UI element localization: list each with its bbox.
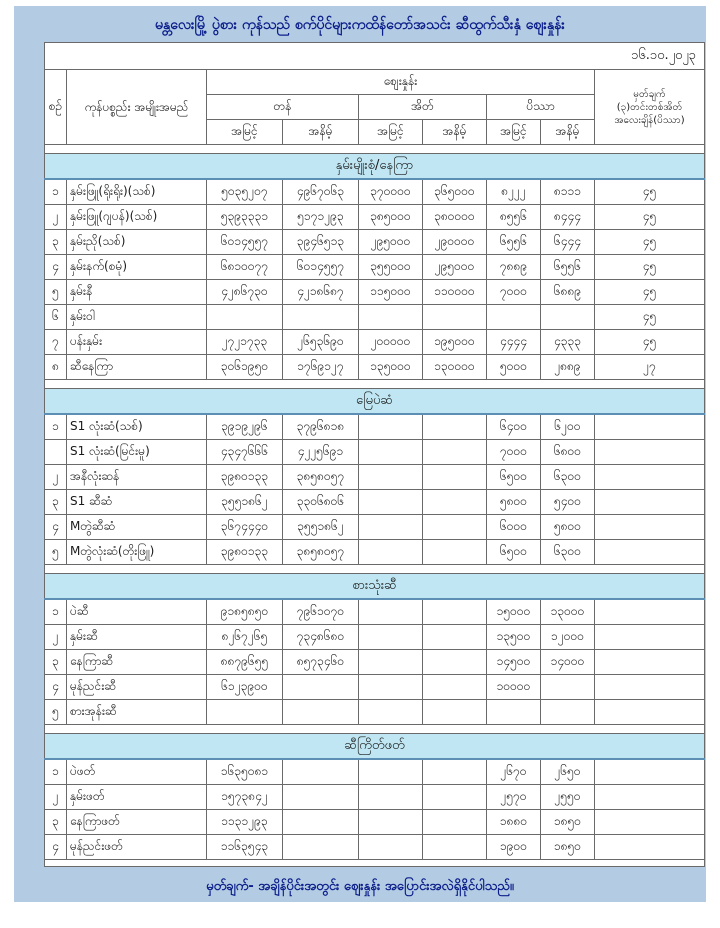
- tin-low-cell: ၁၃၀၀၀၀: [423, 355, 487, 380]
- ton-low-cell: ၁၇၆၉၁၂၇: [283, 355, 359, 380]
- remark-cell: [595, 700, 705, 725]
- remark-cell: [595, 540, 705, 565]
- col-item-header: ကုန်ပစ္စည်း အမျိုးအမည်: [67, 70, 207, 145]
- ton-low-cell: [283, 785, 359, 810]
- section-header: [45, 734, 705, 760]
- viss-high-cell: [487, 305, 541, 330]
- viss-high-cell: ၂၅၇၀: [487, 785, 541, 810]
- viss-low-cell: ၁၂၀၀၀: [541, 625, 595, 650]
- ton-high-header: အမြင့်: [207, 120, 283, 145]
- ton-high-cell: ၈၂၆၇၂၆၅: [207, 625, 283, 650]
- item-name: နှမ်းဖြူ(ဂျပန်)(သစ်): [67, 205, 207, 230]
- ton-low-cell: [283, 810, 359, 835]
- row-number: ၅: [45, 700, 67, 725]
- viss-high-cell: ၈၅၅၆: [487, 205, 541, 230]
- table-row: [45, 440, 705, 465]
- viss-high-cell: ၇၀၀၀: [487, 440, 541, 465]
- viss-low-cell: ၁၄၀၀၀: [541, 650, 595, 675]
- tin-low-cell: [423, 759, 487, 785]
- row-number: ၂: [45, 205, 67, 230]
- ton-high-cell: [207, 305, 283, 330]
- table-row: [45, 625, 705, 650]
- ton-low-cell: ၃၈၅၈၀၅၇: [283, 540, 359, 565]
- item-name: Mတွဲလုံးဆံ(တိုးဖြူ): [67, 540, 207, 565]
- ton-high-cell: ၃၉၈၀၁၃၃: [207, 465, 283, 490]
- ton-high-cell: ၆၀၁၄၅၅၇: [207, 230, 283, 255]
- section-header: [45, 574, 705, 600]
- ton-low-cell: ၇၉၆၁၀၇၀: [283, 599, 359, 625]
- tin-low-cell: ၃၈၀၀၀၀: [423, 205, 487, 230]
- section-header: [45, 389, 705, 415]
- table-row: [45, 305, 705, 330]
- tin-low-cell: ၃၆၅၀၀၀: [423, 179, 487, 205]
- viss-high-cell: ၁၅၀၀၀: [487, 599, 541, 625]
- table-row: [45, 465, 705, 490]
- viss-high-cell: ၄၄၄၄: [487, 330, 541, 355]
- table-row: [45, 179, 705, 205]
- ton-low-cell: [283, 759, 359, 785]
- table-row: [45, 835, 705, 860]
- ton-low-cell: ၆၀၁၄၅၅၇: [283, 255, 359, 280]
- viss-low-cell: ၆၄၄၄: [541, 230, 595, 255]
- table-row: [45, 230, 705, 255]
- viss-low-cell: ၂၆၅၀: [541, 759, 595, 785]
- table-row: [45, 515, 705, 540]
- item-name: နှမ်းဖြူ(ရိုးရိုး)(သစ်): [67, 179, 207, 205]
- viss-high-cell: ၅၀၀၀: [487, 355, 541, 380]
- viss-low-cell: ၆၅၅၆: [541, 255, 595, 280]
- ton-low-cell: ၄၂၂၅၆၉၁: [283, 440, 359, 465]
- viss-high-cell: ၁၃၅၀၀: [487, 625, 541, 650]
- remark-line-3: အလေးချိန်(ပိဿာ): [614, 114, 685, 126]
- item-name: ဆီနေကြာ: [67, 355, 207, 380]
- tin-low-cell: [423, 515, 487, 540]
- viss-high-cell: ၆၅၅၆: [487, 230, 541, 255]
- viss-high-cell: ၆၅၀၀: [487, 465, 541, 490]
- tin-high-cell: [359, 785, 423, 810]
- viss-high-cell: ၈၂၂၂: [487, 179, 541, 205]
- table-row: [45, 810, 705, 835]
- remark-cell: ၄၅: [595, 255, 705, 280]
- remark-cell: [595, 835, 705, 860]
- remark-cell: [595, 650, 705, 675]
- tin-high-cell: [359, 810, 423, 835]
- remark-cell: [595, 599, 705, 625]
- ton-high-cell: ၉၁၈၅၈၅၀: [207, 599, 283, 625]
- item-name: နှမ်းညို(သစ်): [67, 230, 207, 255]
- row-number: ၃: [45, 230, 67, 255]
- item-name: နှမ်းဖတ်: [67, 785, 207, 810]
- ton-high-cell: ၅၃၉၃၃၃၁: [207, 205, 283, 230]
- col-ton-header: တန်: [207, 95, 359, 120]
- ton-low-cell: ၃၃၀၆၈၀၆: [283, 490, 359, 515]
- viss-high-cell: ၆၄၀၀: [487, 414, 541, 440]
- row-number: ၅: [45, 280, 67, 305]
- remark-cell: [595, 810, 705, 835]
- item-name: မုန်ညင်းဆီ: [67, 675, 207, 700]
- section-title: စားသုံးဆီ: [45, 574, 705, 600]
- tin-low-cell: [423, 599, 487, 625]
- viss-high-cell: ၁၀၀၀၀: [487, 675, 541, 700]
- row-number: ၈: [45, 355, 67, 380]
- remark-cell: [595, 675, 705, 700]
- viss-low-header: အနိမ့်: [541, 120, 595, 145]
- viss-high-header: အမြင့်: [487, 120, 541, 145]
- ton-low-cell: ၃၇၉၆၈၁၈: [283, 414, 359, 440]
- ton-high-cell: ၃၆၇၄၄၄၀: [207, 515, 283, 540]
- tin-low-cell: [423, 650, 487, 675]
- viss-low-cell: [541, 305, 595, 330]
- ton-high-cell: ၃၀၆၁၉၅၀: [207, 355, 283, 380]
- remark-cell: [595, 414, 705, 440]
- item-name: အနီလုံးဆန်: [67, 465, 207, 490]
- ton-high-cell: ၁၆၃၅၀၈၁: [207, 759, 283, 785]
- row-number: ၂: [45, 785, 67, 810]
- item-name: Mတွဲဆီဆံ: [67, 515, 207, 540]
- ton-low-cell: ၃၉၄၆၅၁၃: [283, 230, 359, 255]
- item-name: နှမ်းဆီ: [67, 625, 207, 650]
- item-name: နေကြာဖတ်: [67, 810, 207, 835]
- row-number: ၁: [45, 414, 67, 440]
- ton-low-cell: [283, 305, 359, 330]
- tin-high-cell: [359, 835, 423, 860]
- row-number: ၄: [45, 675, 67, 700]
- tin-high-cell: ၂၀၀၀၀၀: [359, 330, 423, 355]
- viss-low-cell: [541, 675, 595, 700]
- remark-cell: ၄၅: [595, 205, 705, 230]
- ton-low-cell: [283, 675, 359, 700]
- table-row: [45, 205, 705, 230]
- remark-cell: ၄၅: [595, 330, 705, 355]
- tin-low-cell: ၂၉၅၀၀၀: [423, 255, 487, 280]
- viss-high-cell: ၁၉၀၀: [487, 835, 541, 860]
- viss-high-cell: ၇၀၀၀: [487, 280, 541, 305]
- tin-high-cell: [359, 465, 423, 490]
- viss-low-cell: ၅၈၀၀: [541, 515, 595, 540]
- page-title: မန္တလေးမြို့ ပွဲစား ကုန်သည် စက်ပိုင်များကထိန်တော်အသင်း ဆီထွက်သီးနှံ စျေးနှုန်း: [155, 17, 565, 33]
- viss-low-cell: ၈၄၄၄: [541, 205, 595, 230]
- table-row: [45, 414, 705, 440]
- ton-high-cell: ၃၅၅၁၈၆၂: [207, 490, 283, 515]
- item-name: နေကြာဆီ: [67, 650, 207, 675]
- item-name: ပဲဆီ: [67, 599, 207, 625]
- table-row: [45, 540, 705, 565]
- row-number: ၃: [45, 490, 67, 515]
- section-spacer: [45, 145, 705, 154]
- ton-low-cell: [283, 835, 359, 860]
- row-number: ၇: [45, 330, 67, 355]
- tin-high-cell: [359, 599, 423, 625]
- row-number: ၁: [45, 759, 67, 785]
- viss-low-cell: ၁၃၀၀၀: [541, 599, 595, 625]
- remark-cell: [595, 440, 705, 465]
- row-number: [45, 440, 67, 465]
- footer-note: မှတ်ချက်- အချိန်ပိုင်းအတွင်း စျေးနှုန်း အပြောင်းအလဲရှိနိုင်ပါသည်။: [206, 879, 514, 894]
- remark-cell: ၂၇: [595, 355, 705, 380]
- tin-high-cell: ၃၇၀၀၀၀: [359, 179, 423, 205]
- ton-low-cell: ၈၅၇၃၄၆၀: [283, 650, 359, 675]
- page-frame: [14, 6, 706, 902]
- tin-high-cell: [359, 540, 423, 565]
- table-row: [45, 650, 705, 675]
- tin-low-cell: [423, 440, 487, 465]
- row-number: ၁: [45, 599, 67, 625]
- col-tin-header: အိတ်: [359, 95, 487, 120]
- viss-high-cell: ၂၆၇၀: [487, 759, 541, 785]
- section-title: မြေပဲဆံ: [45, 389, 705, 415]
- viss-low-cell: ၁၈၅၀: [541, 810, 595, 835]
- table-row: [45, 490, 705, 515]
- col-price-header: စျေးနှုန်း: [207, 70, 595, 95]
- viss-high-cell: ၅၈၀၀: [487, 490, 541, 515]
- viss-low-cell: ၂၈၈၉: [541, 355, 595, 380]
- item-name: မုန်ညင်းဖတ်: [67, 835, 207, 860]
- viss-high-cell: ၁၈၈၀: [487, 810, 541, 835]
- item-name: နှမ်းနက်(စမုံ): [67, 255, 207, 280]
- ton-high-cell: ၅၀၃၅၂၀၇: [207, 179, 283, 205]
- tin-low-cell: [423, 540, 487, 565]
- row-number: ၃: [45, 810, 67, 835]
- ton-high-cell: ၃၉၁၉၂၉၆: [207, 414, 283, 440]
- ton-high-cell: ၄၃၄၇၆၆၆: [207, 440, 283, 465]
- remark-cell: [595, 515, 705, 540]
- tin-low-cell: [423, 625, 487, 650]
- ton-high-cell: ၁၅၇၃၈၄၂: [207, 785, 283, 810]
- ton-high-cell: ၂၇၂၁၇၃၃: [207, 330, 283, 355]
- tin-low-cell: [423, 835, 487, 860]
- item-name: ပန်းနှမ်း: [67, 330, 207, 355]
- ton-low-cell: [283, 700, 359, 725]
- section-header: [45, 154, 705, 180]
- item-name: စားအုန်းဆီ: [67, 700, 207, 725]
- ton-high-cell: [207, 700, 283, 725]
- ton-high-cell: ၈၈၇၉၆၅၅: [207, 650, 283, 675]
- tin-high-cell: [359, 625, 423, 650]
- remark-cell: ၄၅: [595, 280, 705, 305]
- viss-low-cell: ၂၅၅၀: [541, 785, 595, 810]
- item-name: S1 ဆီဆံ: [67, 490, 207, 515]
- tin-low-cell: ၁၉၅၀၀၀: [423, 330, 487, 355]
- table-row: [45, 759, 705, 785]
- row-number: ၁: [45, 179, 67, 205]
- row-number: ၅: [45, 540, 67, 565]
- tin-high-cell: [359, 650, 423, 675]
- ton-low-cell: ၄၉၆၇၀၆၃: [283, 179, 359, 205]
- table-row: [45, 280, 705, 305]
- ton-low-cell: ၂၆၅၃၆၉၀: [283, 330, 359, 355]
- viss-high-cell: ၆၀၀၀: [487, 515, 541, 540]
- table-row: [45, 675, 705, 700]
- tin-low-cell: [423, 675, 487, 700]
- tin-high-cell: [359, 515, 423, 540]
- tin-high-cell: [359, 440, 423, 465]
- ton-high-cell: ၄၂၈၆၇၃၀: [207, 280, 283, 305]
- tin-high-cell: ၂၉၅၀၀၀: [359, 230, 423, 255]
- table-row: [45, 785, 705, 810]
- viss-low-cell: ၅၄၀၀: [541, 490, 595, 515]
- ton-low-cell: ၄၂၁၈၆၈၇: [283, 280, 359, 305]
- tin-high-cell: [359, 759, 423, 785]
- table-end-spacer: [45, 860, 705, 867]
- table-row: [45, 355, 705, 380]
- ton-low-cell: ၇၃၄၈၆၈၀: [283, 625, 359, 650]
- row-number: ၂: [45, 465, 67, 490]
- section-spacer: [45, 725, 705, 734]
- ton-high-cell: ၃၉၈၀၁၃၃: [207, 540, 283, 565]
- remark-line-1: မှတ်ချက်: [633, 88, 666, 100]
- tin-high-cell: [359, 700, 423, 725]
- viss-high-cell: ၁၄၅၀၀: [487, 650, 541, 675]
- remark-cell: [595, 759, 705, 785]
- tin-high-cell: ၃၈၅၀၀၀: [359, 205, 423, 230]
- item-name: နှမ်းဝါ: [67, 305, 207, 330]
- tin-high-cell: ၁၁၅၀၀၀: [359, 280, 423, 305]
- table-row: [45, 700, 705, 725]
- ton-low-cell: ၃၅၅၁၈၆၂: [283, 515, 359, 540]
- tin-low-cell: [423, 700, 487, 725]
- row-number: ၂: [45, 625, 67, 650]
- ton-high-cell: ၆၁၂၃၉၀၀: [207, 675, 283, 700]
- viss-high-cell: ၆၅၀၀: [487, 540, 541, 565]
- ton-high-cell: ၁၁၃၁၂၉၃: [207, 810, 283, 835]
- tin-low-cell: [423, 490, 487, 515]
- col-no-header: စဉ်: [45, 70, 67, 145]
- row-number: ၆: [45, 305, 67, 330]
- ton-high-cell: ၆၈၁၀၀၇၇: [207, 255, 283, 280]
- ton-low-header: အနိမ့်: [283, 120, 359, 145]
- tin-low-cell: ၂၉၀၀၀၀: [423, 230, 487, 255]
- viss-high-cell: [487, 700, 541, 725]
- table-row: [45, 255, 705, 280]
- report-date: ၁၆.၁၀.၂၀၂၃: [45, 43, 705, 70]
- viss-high-cell: ၇၈၈၉: [487, 255, 541, 280]
- tin-low-cell: ၁၁၀၀၀၀: [423, 280, 487, 305]
- viss-low-cell: ၄၃၃၃: [541, 330, 595, 355]
- tin-high-cell: [359, 305, 423, 330]
- item-name: ပဲဖတ်: [67, 759, 207, 785]
- col-viss-header: ပိဿာ: [487, 95, 595, 120]
- tin-low-cell: [423, 414, 487, 440]
- tin-high-cell: ၁၃၅၀၀၀: [359, 355, 423, 380]
- remark-cell: [595, 625, 705, 650]
- viss-low-cell: ၆၈၈၉: [541, 280, 595, 305]
- ton-high-cell: ၁၁၆၃၅၄၃: [207, 835, 283, 860]
- tin-low-cell: [423, 465, 487, 490]
- tin-low-header: အနိမ့်: [423, 120, 487, 145]
- tin-low-cell: [423, 785, 487, 810]
- row-number: ၃: [45, 650, 67, 675]
- tin-high-cell: [359, 414, 423, 440]
- tin-high-cell: [359, 490, 423, 515]
- section-title: ဆီကြိတ်ဖတ်: [45, 734, 705, 760]
- ton-low-cell: ၃၈၅၈၀၅၇: [283, 465, 359, 490]
- tin-low-cell: [423, 810, 487, 835]
- remark-line-2: (၃)တင်းတစ်အိတ်: [616, 101, 683, 113]
- table-row: [45, 599, 705, 625]
- section-title: နှမ်းမျိုးစုံ/နေကြာ: [45, 154, 705, 180]
- remark-cell: ၄၅: [595, 179, 705, 205]
- tin-high-cell: ၃၅၅၀၀၀: [359, 255, 423, 280]
- row-number: ၄: [45, 255, 67, 280]
- table-row: [45, 330, 705, 355]
- remark-cell: [595, 490, 705, 515]
- viss-low-cell: ၆၂၀၀: [541, 414, 595, 440]
- remark-cell: ၄၅: [595, 305, 705, 330]
- ton-low-cell: ၅၁၇၁၂၉၃: [283, 205, 359, 230]
- section-spacer: [45, 380, 705, 389]
- remark-cell: ၄၅: [595, 230, 705, 255]
- viss-low-cell: ၈၁၁၁: [541, 179, 595, 205]
- viss-low-cell: ၁၈၅၀: [541, 835, 595, 860]
- price-table: [44, 42, 705, 867]
- item-name: နှမ်းနီ: [67, 280, 207, 305]
- viss-low-cell: ၆၃၀၀: [541, 540, 595, 565]
- table-body: [45, 145, 705, 867]
- tin-high-cell: [359, 675, 423, 700]
- viss-low-cell: ၆၃၀၀: [541, 465, 595, 490]
- col-remark-header: [595, 70, 705, 145]
- viss-low-cell: [541, 700, 595, 725]
- tin-low-cell: [423, 305, 487, 330]
- viss-low-cell: ၆၈၀၀: [541, 440, 595, 465]
- remark-cell: [595, 465, 705, 490]
- section-spacer: [45, 565, 705, 574]
- remark-cell: [595, 785, 705, 810]
- row-number: ၄: [45, 835, 67, 860]
- row-number: ၄: [45, 515, 67, 540]
- item-name: S1 လုံးဆံ(သစ်): [67, 414, 207, 440]
- item-name: S1 လုံးဆံ(မြင်းမူ): [67, 440, 207, 465]
- tin-high-header: အမြင့်: [359, 120, 423, 145]
